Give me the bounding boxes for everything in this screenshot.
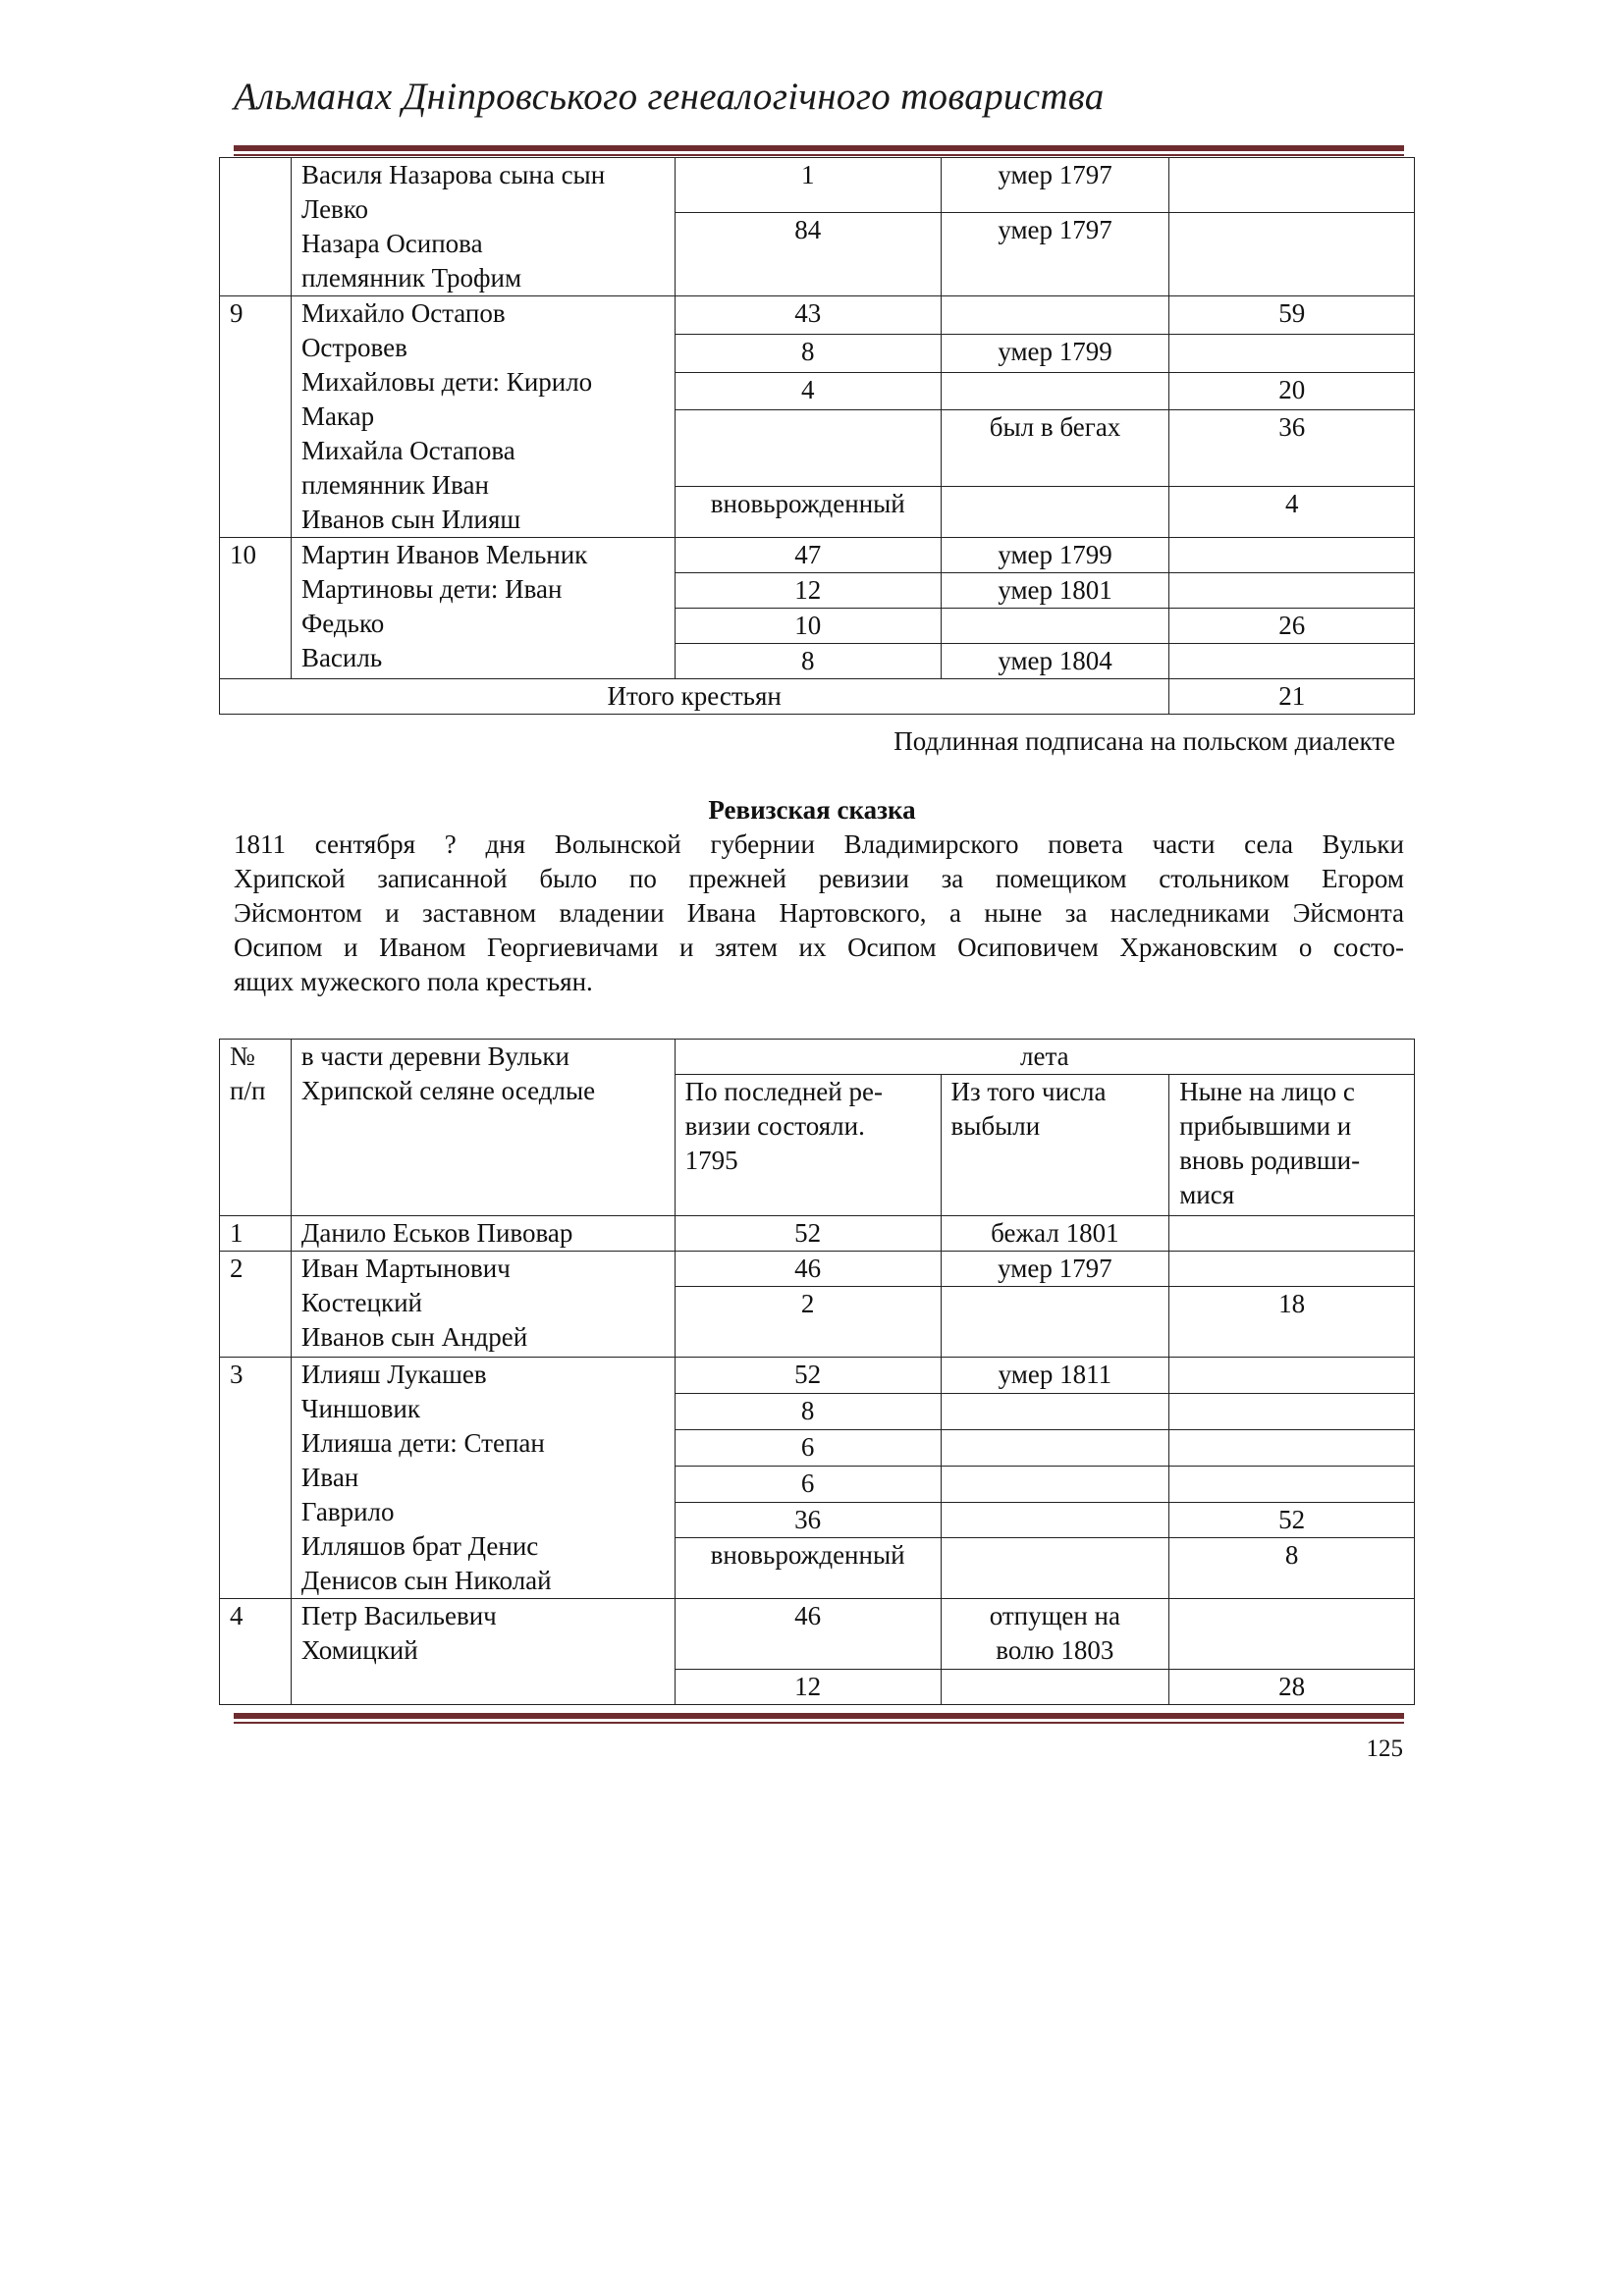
header-present: [1169, 1075, 1415, 1216]
cell-1795: 47: [675, 538, 941, 573]
cell-departed: умер 1799: [941, 334, 1169, 372]
row-number: 10: [220, 538, 292, 679]
cell-present: 52: [1169, 1502, 1415, 1538]
person-name: племянник Иван: [300, 470, 489, 500]
row-number: [220, 158, 292, 296]
person-name: Островев: [300, 333, 407, 362]
cell-1795: 4: [675, 372, 941, 410]
cell-departed: [941, 1393, 1169, 1429]
person-name: Петр Васильевич: [300, 1601, 497, 1630]
cell-present: [1169, 213, 1415, 296]
cell-1795: 8: [675, 1393, 941, 1429]
header-line: в части деревни Вульки: [300, 1041, 569, 1071]
table-row: [220, 538, 1415, 573]
person-names: [291, 1216, 675, 1252]
departed-line: волю 1803: [996, 1635, 1114, 1665]
header-number: [220, 1040, 292, 1216]
header-departed: [941, 1075, 1169, 1216]
cell-departed: [941, 1599, 1169, 1670]
cell-1795: 12: [675, 573, 941, 609]
cell-present: 8: [1169, 1538, 1415, 1599]
cell-departed: умер 1797: [941, 158, 1169, 213]
running-header-title: Альманах Дніпровського генеалогічного товариства: [234, 76, 1105, 118]
paragraph-line: Хрипской записанной было по прежней ревизии за помещиком стольником Егором: [234, 864, 1404, 893]
cell-present: 36: [1169, 410, 1415, 487]
row-number: 9: [220, 296, 292, 538]
person-name: Макар: [300, 401, 375, 431]
header-line: вновь родивши-: [1179, 1146, 1361, 1175]
cell-1795: 8: [675, 334, 941, 372]
cell-1795: 6: [675, 1466, 941, 1502]
section-title: Ревизская сказка: [708, 795, 916, 825]
header-rule-thick: [234, 145, 1404, 151]
header-line: прибывшими и: [1179, 1111, 1352, 1141]
cell-departed: бежал 1801: [941, 1216, 1169, 1252]
cell-1795: 84: [675, 213, 941, 296]
cell-1795: 2: [675, 1287, 941, 1358]
table-row: [220, 158, 1415, 213]
header-row: [220, 1040, 1415, 1075]
cell-departed: умер 1811: [941, 1358, 1169, 1394]
revision-table-continued: [219, 157, 1415, 715]
cell-present: [1169, 538, 1415, 573]
person-name: Левко: [300, 194, 369, 224]
person-name: Иван: [300, 1463, 359, 1492]
person-names: [291, 538, 675, 679]
cell-departed: [941, 1466, 1169, 1502]
person-name: Василя Назарова сына сын: [300, 160, 606, 189]
person-names: [291, 158, 675, 296]
cell-departed: умер 1804: [941, 644, 1169, 679]
intro-paragraph: [234, 828, 1404, 999]
person-name: Денисов сын Николай: [300, 1566, 552, 1595]
cell-present: [1169, 1429, 1415, 1466]
paragraph-line: Осипом и Иваном Георгиевичами и зятем их Осипом Осиповичем Хржановским о состо-: [234, 933, 1404, 962]
cell-present: [1169, 334, 1415, 372]
cell-1795: 43: [675, 296, 941, 335]
person-name: Костецкий: [300, 1288, 422, 1317]
row-number: 1: [220, 1216, 292, 1252]
cell-present: 4: [1169, 487, 1415, 538]
person-name: Михайло Остапов: [300, 298, 506, 328]
header-line: Из того числа: [950, 1077, 1107, 1106]
cell-1795: 36: [675, 1502, 941, 1538]
cell-present: [1169, 1393, 1415, 1429]
cell-present: [1169, 1252, 1415, 1287]
cell-present: [1169, 573, 1415, 609]
header-1795: [675, 1075, 941, 1216]
header-line: п/п: [230, 1076, 266, 1105]
cell-1795: 8: [675, 644, 941, 679]
person-names: [291, 1599, 675, 1705]
person-names: [291, 1358, 675, 1599]
header-line: мися: [1179, 1180, 1235, 1209]
header-line: Хрипской селяне оседлые: [300, 1076, 596, 1105]
table-row: [220, 1599, 1415, 1670]
cell-1795: вновьрожденный: [675, 1538, 941, 1599]
cell-departed: [941, 1502, 1169, 1538]
person-name: Федько: [300, 609, 385, 638]
person-name: Илияш Лукашев: [300, 1360, 487, 1389]
person-name: Иванов сын Илияш: [300, 505, 521, 534]
cell-present: 18: [1169, 1287, 1415, 1358]
cell-present: [1169, 158, 1415, 213]
footer-rule-thin: [234, 1722, 1404, 1724]
person-name: Михайла Остапова: [300, 436, 515, 465]
cell-present: [1169, 644, 1415, 679]
paragraph-line: ящих мужеского пола крестьян.: [234, 967, 593, 996]
person-name: Назара Осипова: [300, 229, 483, 258]
cell-departed: [941, 1670, 1169, 1705]
header-line: Ныне на лицо с: [1179, 1077, 1355, 1106]
total-value: 21: [1169, 679, 1415, 715]
cell-departed: [941, 372, 1169, 410]
cell-departed: умер 1797: [941, 1252, 1169, 1287]
header-line: выбыли: [950, 1111, 1041, 1141]
person-name: Чиншовик: [300, 1394, 420, 1423]
header-line: №: [230, 1041, 255, 1071]
cell-present: 20: [1169, 372, 1415, 410]
person-name: племянник Трофим: [300, 263, 522, 293]
cell-1795: 46: [675, 1599, 941, 1670]
departed-line: отпущен на: [989, 1601, 1120, 1630]
row-number: 4: [220, 1599, 292, 1705]
cell-1795: 10: [675, 609, 941, 644]
person-name: Данило Еськов Пивовар: [300, 1218, 573, 1248]
person-names: [291, 1252, 675, 1358]
signature-note: Подлинная подписана на польском диалекте: [893, 726, 1395, 756]
cell-present: 26: [1169, 609, 1415, 644]
footer-rule-thick: [234, 1713, 1404, 1719]
cell-1795: [675, 410, 941, 487]
person-name: Мартиновы дети: Иван: [300, 574, 563, 604]
cell-present: 28: [1169, 1670, 1415, 1705]
person-name: Иванов сын Андрей: [300, 1322, 528, 1352]
person-name: Илляшов брат Денис: [300, 1531, 539, 1561]
cell-present: [1169, 1466, 1415, 1502]
cell-present: [1169, 1216, 1415, 1252]
table-row: [220, 1358, 1415, 1394]
cell-1795: 12: [675, 1670, 941, 1705]
cell-departed: умер 1801: [941, 573, 1169, 609]
person-name: Илияша дети: Степан: [300, 1428, 545, 1458]
cell-1795: вновьрожденный: [675, 487, 941, 538]
person-name: Иван Мартынович: [300, 1254, 511, 1283]
header-years: лета: [675, 1040, 1414, 1075]
cell-1795: 46: [675, 1252, 941, 1287]
cell-departed: [941, 1538, 1169, 1599]
person-name: Хомицкий: [300, 1635, 418, 1665]
paragraph-line: Эйсмонтом и заставном владении Ивана Нартовского, а ныне за наследниками Эйсмонта: [234, 898, 1404, 928]
header-rule-thin: [234, 154, 1404, 156]
table-row: [220, 1252, 1415, 1287]
person-names: [291, 296, 675, 538]
cell-departed: [941, 296, 1169, 335]
person-name: Мартин Иванов Мельник: [300, 540, 588, 569]
paragraph-line: 1811 сентября ? дня Волынской губернии Владимирского повета части села Вульки: [234, 829, 1404, 859]
cell-present: 59: [1169, 296, 1415, 335]
cell-departed: [941, 1287, 1169, 1358]
total-label: Итого крестьян: [220, 679, 1169, 715]
person-name: Василь: [300, 643, 383, 672]
row-number: 3: [220, 1358, 292, 1599]
cell-departed: [941, 609, 1169, 644]
header-names: [291, 1040, 675, 1216]
cell-1795: 52: [675, 1216, 941, 1252]
row-number: 2: [220, 1252, 292, 1358]
total-row: [220, 679, 1415, 715]
person-name: Михайловы дети: Кирило: [300, 367, 593, 397]
cell-1795: 52: [675, 1358, 941, 1394]
cell-departed: был в бегах: [941, 410, 1169, 487]
cell-departed: умер 1797: [941, 213, 1169, 296]
cell-present: [1169, 1358, 1415, 1394]
page-number: 125: [1366, 1735, 1403, 1762]
cell-present: [1169, 1599, 1415, 1670]
revision-table: [219, 1039, 1415, 1705]
table-row: [220, 296, 1415, 335]
header-line: По последней ре-: [684, 1077, 883, 1106]
header-line: 1795: [684, 1146, 738, 1175]
person-name: Гаврило: [300, 1497, 395, 1526]
cell-departed: [941, 487, 1169, 538]
cell-1795: 1: [675, 158, 941, 213]
table-row: [220, 1216, 1415, 1252]
cell-departed: [941, 1429, 1169, 1466]
header-line: визии состояли.: [684, 1111, 865, 1141]
cell-1795: 6: [675, 1429, 941, 1466]
cell-departed: умер 1799: [941, 538, 1169, 573]
